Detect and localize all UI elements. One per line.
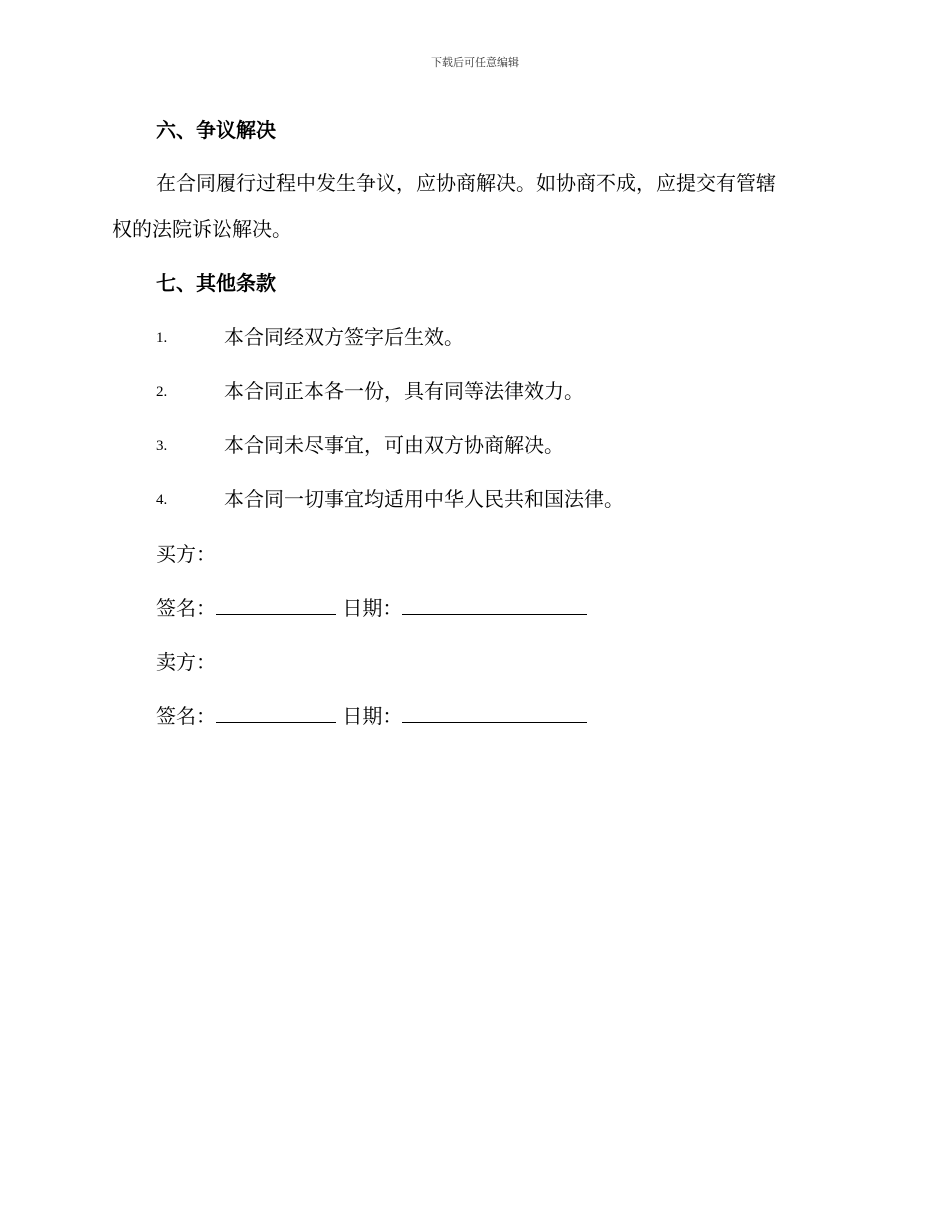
clause-number: 3.	[156, 438, 168, 454]
buyer-label: 买方：	[156, 542, 216, 566]
section-6-paragraph-line-1: 在合同履行过程中发生争议，应协商解决。如协商不成，应提交有管辖	[156, 171, 776, 195]
seller-signature-field[interactable]	[216, 704, 336, 723]
seller-sign-label: 签名：	[156, 704, 216, 728]
seller-date-field[interactable]	[402, 704, 587, 723]
clause-text: 本合同一切事宜均适用中华人民共和国法律。	[224, 487, 624, 511]
buyer-date-field[interactable]	[402, 596, 587, 615]
section-7-title: 七、其他条款	[156, 271, 276, 295]
clause-number: 2.	[156, 384, 168, 400]
page-header: 下载后可任意编辑	[431, 56, 519, 69]
clause-text: 本合同正本各一份，具有同等法律效力。	[224, 379, 584, 403]
buyer-signature-row	[156, 596, 587, 620]
clause-text: 本合同经双方签字后生效。	[224, 325, 464, 349]
section-6-paragraph-line-2: 权的法院诉讼解决。	[112, 217, 292, 241]
clause-text: 本合同未尽事宜，可由双方协商解决。	[224, 433, 564, 457]
buyer-signature-field[interactable]	[216, 596, 336, 615]
clause-number: 1.	[156, 330, 168, 346]
seller-label: 卖方：	[156, 650, 216, 674]
seller-signature-row	[156, 704, 587, 728]
buyer-sign-label: 签名：	[156, 596, 216, 620]
seller-date-label: 日期：	[342, 704, 403, 728]
clause-number: 4.	[156, 492, 168, 508]
section-6-title: 六、争议解决	[156, 118, 276, 142]
buyer-date-label: 日期：	[342, 596, 403, 620]
